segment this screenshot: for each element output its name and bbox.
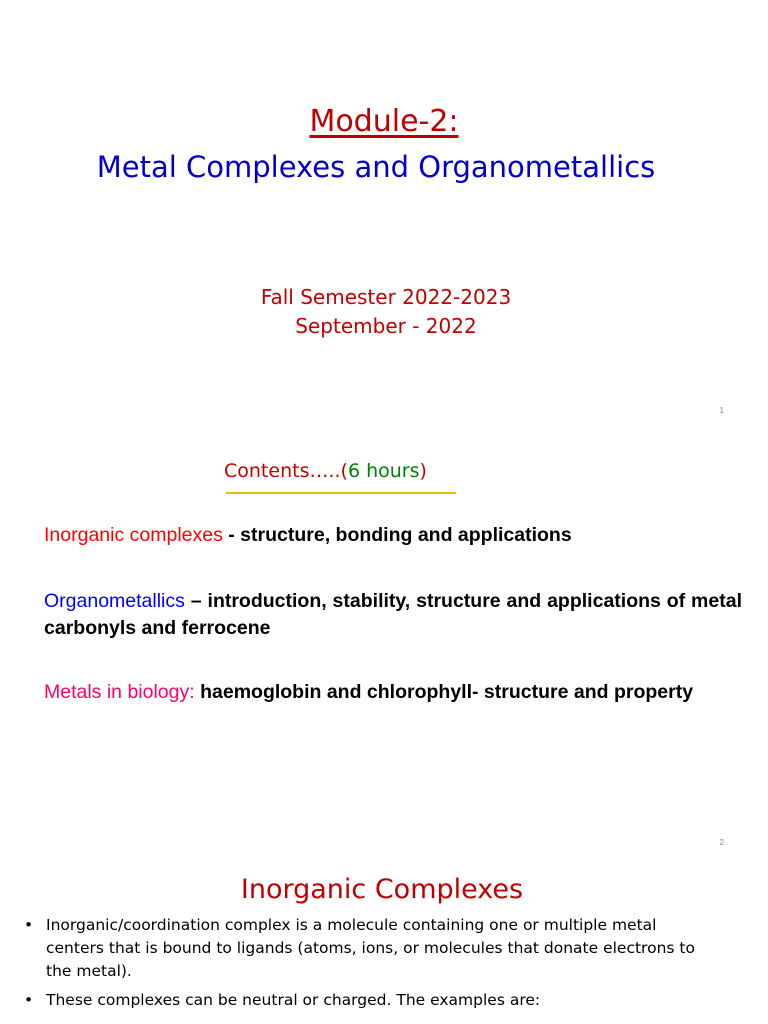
bullet-icon: • [24, 916, 34, 934]
topic-label: Organometallics [44, 590, 185, 612]
slide-1 [0, 0, 768, 432]
topic-description: – introduction, stability, structure and applications of metal carbonyls and ferrocene [44, 590, 742, 639]
module-subtitle: Metal Complexes and Organometallics [96, 150, 656, 184]
module-title: Module-2: [309, 104, 459, 139]
bullet-text: These complexes can be neutral or charged. The examples are: [46, 991, 541, 1009]
list-item [24, 914, 714, 983]
topic-description: - structure, bonding and applications [222, 524, 572, 546]
topic-metals-in-biology [44, 679, 742, 706]
topic-description: haemoglobin and chlorophyll- structure and property [194, 681, 694, 703]
bullet-text: Inorganic/coordination complex is a molecule containing one or multiple metal centers that is bound to ligands (atoms, ions, or molecules that donate electrons to the metal). [46, 916, 695, 980]
topic-organometallics [44, 588, 742, 642]
bullet-icon: • [24, 991, 34, 1009]
month-text: September - 2022 [295, 314, 477, 338]
page-number: 2 [719, 838, 724, 847]
slide-3 [0, 864, 768, 1024]
contents-hours: 6 hours [347, 460, 420, 482]
topic-inorganic-complexes [44, 522, 742, 549]
slide-2 [0, 432, 768, 864]
contents-underline [226, 492, 456, 494]
contents-suffix: ) [419, 460, 427, 482]
semester-text: Fall Semester 2022-2023 [260, 285, 512, 309]
list-item [24, 989, 714, 1012]
topic-label: Inorganic complexes [44, 524, 223, 546]
slide-title: Inorganic Complexes [240, 874, 524, 905]
page-number: 1 [719, 406, 724, 415]
bullet-list [24, 914, 714, 1018]
contents-prefix: Contents…..( [224, 460, 348, 482]
contents-heading [224, 460, 427, 482]
topic-label: Metals in biology: [44, 681, 195, 703]
